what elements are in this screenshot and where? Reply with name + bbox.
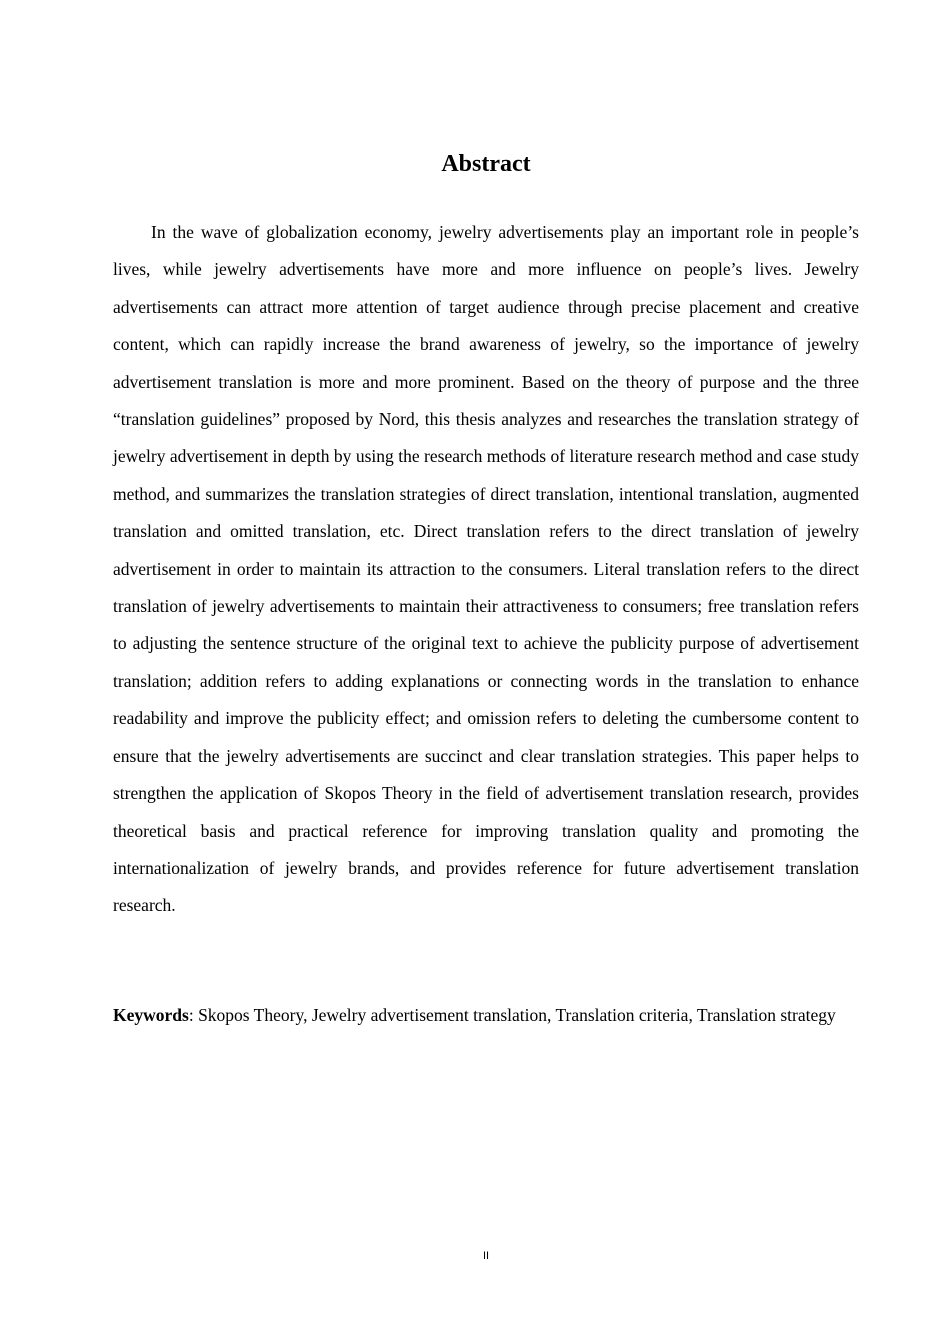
page-number: II: [482, 1250, 490, 1262]
abstract-body: In the wave of globalization economy, jewelry advertisements play an important role in people’s lives, while jewelry advertisements have more and more influence on people’s lives. Jewelry advertisements can attract more attention of target audience through precise placement and creative content, which can rapidly increase the brand awareness of jewelry, so the importance of jewelry advertisement translation is more and more prominent. Based on the theory of purpose and the three “translation guidelines” proposed by Nord, this thesis analyzes and researches the translation strategy of jewelry advertisement in depth by using the research methods of literature research method and case study method, and summarizes the translation strategies of direct translation, intentional translation, augmented translation and omitted translation, etc. Direct translation refers to the direct translation of jewelry advertisement in order to maintain its attraction to the consumers. Literal translation refers to the direct translation of jewelry advertisements to maintain their attractiveness to consumers; free translation refers to adjusting the sentence structure of the original text to achieve the publicity purpose of advertisement translation; addition refers to adding explanations or connecting words in the translation to enhance readability and improve the publicity effect; and omission refers to deleting the cumbersome content to ensure that the jewelry advertisements are succinct and clear translation strategies. This paper helps to strengthen the application of Skopos Theory in the field of advertisement translation research, provides theoretical basis and practical reference for improving translation quality and promoting the internationalization of jewelry brands, and provides reference for future advertisement translation research.: [113, 222, 859, 916]
keywords-paragraph: [113, 997, 859, 1034]
abstract-title: Abstract: [441, 151, 531, 177]
keywords-label: Keywords: [113, 1005, 189, 1025]
keywords-text: : Skopos Theory, Jewelry advertisement translation, Translation criteria, Translation strategy: [188, 1005, 836, 1025]
